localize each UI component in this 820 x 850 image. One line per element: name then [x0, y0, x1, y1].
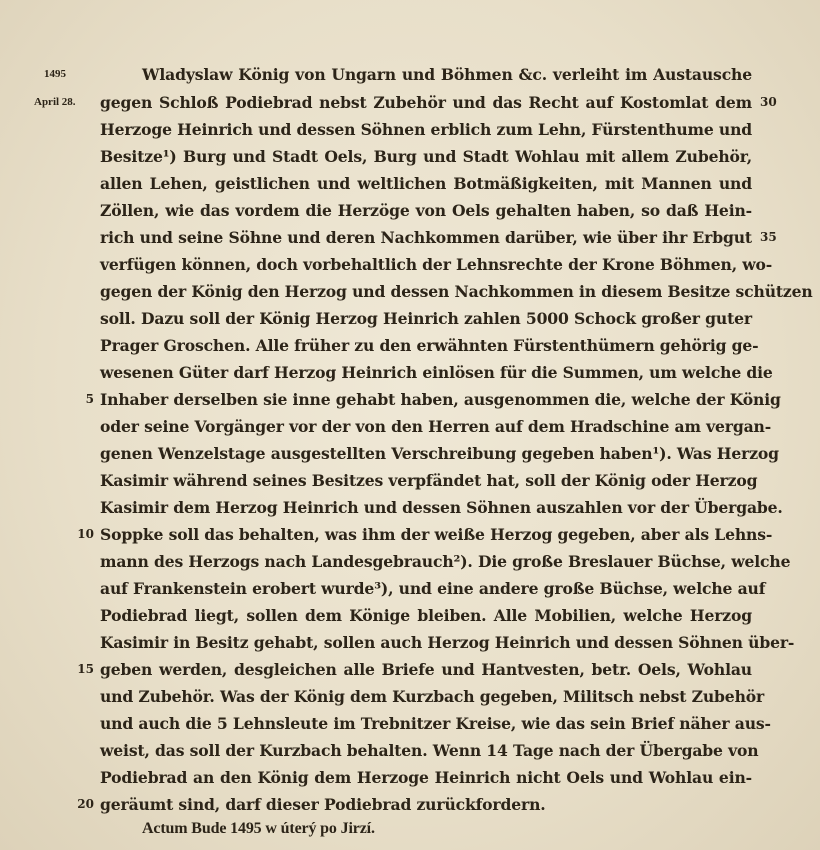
- text-line: geben werden, desgleichen alle Briefe und Hantvesten, betr. Oels, Wohlau: [100, 660, 752, 679]
- text-line: Herzoge Heinrich und dessen Söhnen erblich zum Lehn, Fürstenthume und: [100, 120, 753, 139]
- text-line: auf Frankenstein erobert wurde³), und eine andere große Büchse, welche auf: [100, 579, 766, 598]
- text-line: weist, das soll der Kurzbach behalten. Wenn 14 Tage nach der Übergabe von: [100, 741, 759, 760]
- text-line: Besitze¹) Burg und Stadt Oels, Burg und Stadt Wohlau mit allem Zubehör,: [100, 147, 752, 166]
- text-line: wesenen Güter darf Herzog Heinrich einlösen für die Summen, um welche die: [100, 363, 773, 382]
- text-line: allen Lehen, geistlichen und weltlichen Botmäßigkeiten, mit Mannen und: [100, 174, 752, 193]
- text-line: Inhaber derselben sie inne gehabt haben, ausgenommen die, welche der König: [100, 390, 781, 409]
- text-line: Prager Groschen. Alle früher zu den erwähnten Fürstenthümern gehörig ge-: [100, 336, 759, 355]
- line-number-left: 10: [77, 527, 94, 541]
- text-line: gegen der König den Herzog und dessen Nachkommen in diesem Besitze schützen: [100, 282, 813, 301]
- text-line: genen Wenzelstage ausgestellten Verschreibung gegeben haben¹). Was Herzog: [100, 444, 779, 463]
- text-line: Kasimir während seines Besitzes verpfändet hat, soll der König oder Herzog: [100, 471, 758, 490]
- text-line: mann des Herzogs nach Landesgebrauch²). Die große Breslauer Büchse, welche: [100, 552, 791, 571]
- closing-line: Actum Bude 1495 w úterý po Jirzí.: [142, 820, 375, 837]
- text-line: Zöllen, wie das vordem die Herzöge von Oels gehalten haben, so daß Hein-: [100, 201, 752, 220]
- text-line: soll. Dazu soll der König Herzog Heinrich zahlen 5000 Schock großer guter: [100, 309, 752, 328]
- margin-date: April 28.: [34, 96, 76, 108]
- text-line: Kasimir dem Herzog Heinrich und dessen Söhnen auszahlen vor der Übergabe.: [100, 498, 783, 517]
- text-line: und auch die 5 Lehnsleute im Trebnitzer Kreise, wie das sein Brief näher aus-: [100, 714, 771, 733]
- text-line: gegen Schloß Podiebrad nebst Zubehör und das Recht auf Kostomlat dem: [100, 93, 752, 112]
- text-line: Podiebrad liegt, sollen dem Könige bleiben. Alle Mobilien, welche Herzog: [100, 606, 752, 625]
- text-line: oder seine Vorgänger vor der von den Herren auf dem Hradschine am vergan-: [100, 417, 772, 436]
- text-line: Kasimir in Besitz gehabt, sollen auch Herzog Heinrich und dessen Söhnen über-: [100, 633, 795, 652]
- line-number-left: 20: [77, 797, 94, 811]
- text-line: Podiebrad an den König dem Herzoge Heinrich nicht Oels und Wohlau ein-: [100, 768, 752, 787]
- text-line: Wladyslaw König von Ungarn und Böhmen &c. verleiht im Austausche: [142, 65, 752, 84]
- line-number-right: 30: [760, 95, 777, 109]
- text-line: und Zubehör. Was der König dem Kurzbach gegeben, Militsch nebst Zubehör: [100, 687, 765, 706]
- line-number-right: 35: [760, 230, 777, 244]
- line-number-left: 5: [85, 392, 94, 406]
- margin-year: 1495: [44, 68, 66, 80]
- text-line: geräumt sind, darf dieser Podiebrad zurückfordern.: [100, 795, 546, 814]
- text-line: rich und seine Söhne und deren Nachkommen darüber, wie über ihr Erbgut: [100, 228, 752, 247]
- line-number-left: 15: [77, 662, 94, 676]
- text-line: Soppke soll das behalten, was ihm der weiße Herzog gegeben, aber als Lehns-: [100, 525, 773, 544]
- text-line: verfügen können, doch vorbehaltlich der Lehnsrechte der Krone Böhmen, wo-: [100, 255, 773, 274]
